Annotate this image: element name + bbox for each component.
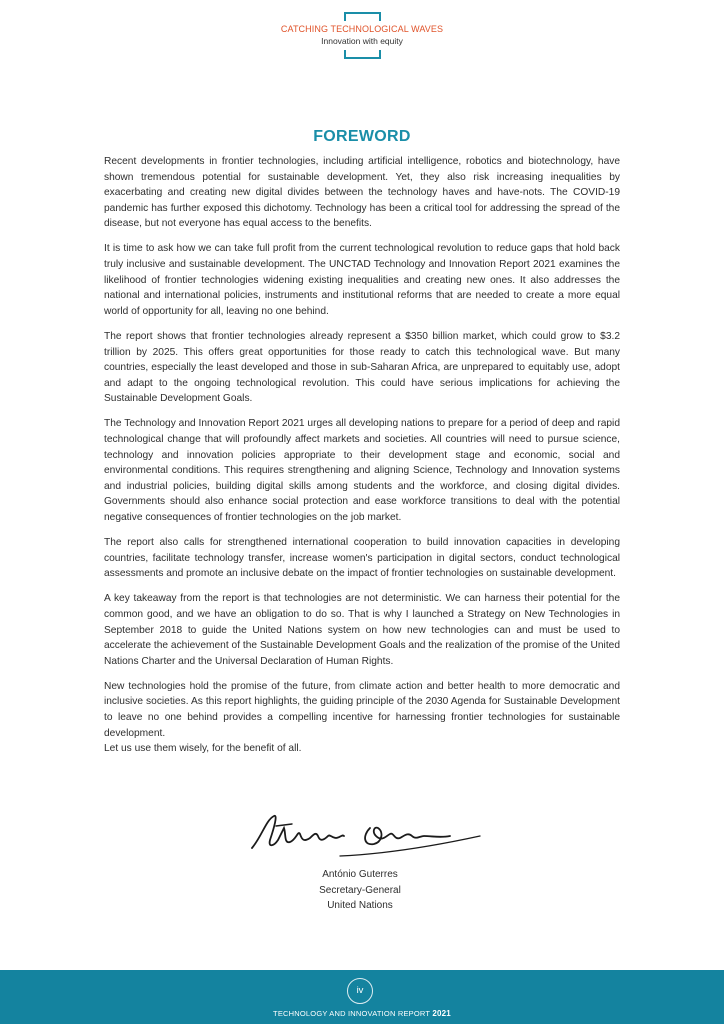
paragraph: The Technology and Innovation Report 2021 urges all developing nations to prepare for a period of deep and rapid technological change that will profoundly affect markets and societies. All countries will need to pursue science, technology and innovation policies appropriate to their development stage and economic, social and environmental conditions. This requires strengthening and aligning Science, Technology and Innovation systems and industrial policies, building digital skills among students and the workforce, and closing digital divides. Governments should also enhance social protection and ease workforce transitions to deal with the potential negative consequences of frontier technologies on the job market.: [104, 418, 620, 523]
report-year: 2021: [432, 1009, 451, 1018]
foreword-body: [104, 154, 620, 766]
report-name: TECHNOLOGY AND INNOVATION REPORT: [273, 1009, 431, 1018]
bracket-bottom-decoration: [344, 50, 381, 59]
series-title: CATCHING TECHNOLOGICAL WAVES: [280, 24, 444, 34]
series-subtitle: Innovation with equity: [321, 36, 403, 46]
page-title: FOREWORD: [313, 128, 411, 145]
handwritten-signature: [244, 806, 484, 866]
paragraph: Recent developments in frontier technologies, including artificial intelligence, robotics and biotechnology, have shown tremendous potential for sustainable development. Yet, they also risk increasing inequalities by exacerbating and creating new digital divides between the technology haves and have-nots. The COVID-19 pandemic has further exposed this dichotomy. Technology has been a critical tool for addressing the spread of the disease, but not everyone has equal access to the benefits.: [104, 156, 620, 230]
signatory-name: António Guterres: [322, 869, 398, 880]
closing-line: Let us use them wisely, for the benefit of all.: [104, 743, 302, 755]
report-series-mark: [0, 8, 724, 60]
footer-report-title: [0, 1009, 724, 1018]
signatory-organization: United Nations: [327, 900, 393, 911]
signatory-block: [290, 867, 430, 914]
paragraph: The report also calls for strengthened international cooperation to build innovation capacities in developing countries, facilitate technology transfer, increase women's participation in digital sectors, conduct technological assessments and promote an inclusive debate on the impact of frontier technologies on sustainable development.: [104, 537, 620, 580]
paragraph: It is time to ask how we can take full profit from the current technological revolution to reduce gaps that hold back truly inclusive and sustainable development. The UNCTAD Technology and Innovation Report 2021 examines the likelihood of frontier technologies widening existing inequalities and creating new ones. It also addresses the national and international policies, instruments and institutional reforms that are needed to create a more equal world of opportunity for all, leaving no one behind.: [104, 243, 620, 317]
paragraph: The report shows that frontier technologies already represent a $350 billion market, which could grow to $3.2 trillion by 2025. This offers great opportunities for those ready to catch this technological wave. But many countries, especially the least developed and those in sub-Saharan Africa, are unprepared to equitably use, adopt and adapt to the ongoing technological revolution. This could have serious implications for achieving the Sustainable Development Goals.: [104, 330, 620, 405]
page-number: iv: [347, 978, 373, 1004]
footer-band: [0, 970, 724, 1024]
paragraph: New technologies hold the promise of the future, from climate action and better health to more democratic and inclusive societies. As this report highlights, the guiding principle of the 2030 Agenda for Sustainable Development to leave no one behind provides a compelling incentive for harnessing frontier technologies for sustainable development.: [104, 680, 620, 739]
bracket-top-decoration: [344, 12, 381, 21]
signatory-role: Secretary-General: [319, 884, 401, 896]
paragraph: A key takeaway from the report is that technologies are not deterministic. We can harness their potential for the common good, and we have an obligation to do so. That is why I launched a Strategy on New Technologies in September 2018 to guide the United Nations system on how new technologies can and must be used to accelerate the achievement of the Sustainable Development Goals and the realization of the promise of the United Nations Charter and the Universal Declaration of Human Rights.: [104, 593, 620, 667]
